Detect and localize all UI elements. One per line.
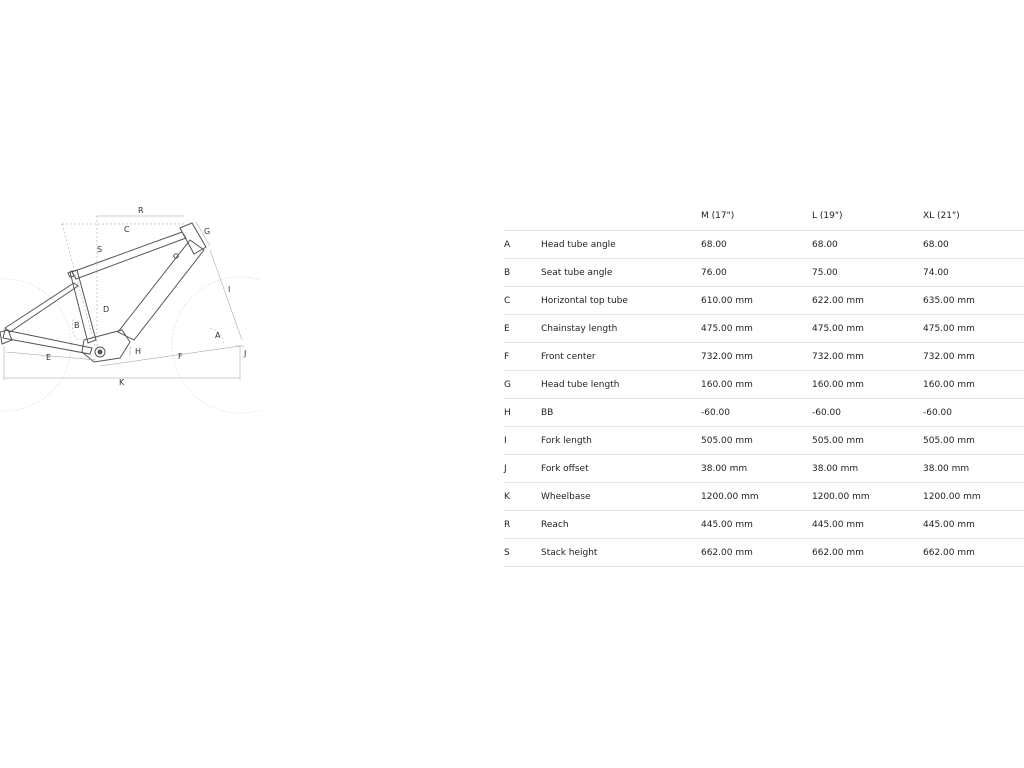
row-label: Stack height <box>541 547 598 558</box>
table-row <box>504 343 1024 371</box>
label-a: A <box>215 331 221 340</box>
label-d: D <box>103 305 110 314</box>
value-l: 732.00 mm <box>812 351 864 362</box>
chain-stay <box>3 330 92 354</box>
value-l: 160.00 mm <box>812 379 864 390</box>
label-s: S <box>97 245 103 254</box>
value-xl: 445.00 mm <box>923 519 975 530</box>
header-code <box>504 202 541 231</box>
bike-frame-drawing <box>0 190 260 430</box>
row-label: Head tube length <box>541 379 620 390</box>
row-code: J <box>504 463 507 474</box>
bottom-bracket <box>98 350 102 354</box>
dimension-lines <box>4 216 247 380</box>
table-row <box>504 399 1024 427</box>
geometry-table <box>504 202 1024 567</box>
row-code: H <box>504 407 511 418</box>
row-label: Horizontal top tube <box>541 295 628 306</box>
label-g: G <box>204 227 211 236</box>
label-i: I <box>228 285 231 294</box>
table-header-row <box>504 202 1024 231</box>
label-h: H <box>135 347 142 356</box>
table-row <box>504 287 1024 315</box>
header-size-l: L (19") <box>812 211 843 221</box>
row-code: K <box>504 491 510 502</box>
header-size-m: M (17") <box>701 211 735 221</box>
row-code: R <box>504 519 511 530</box>
value-xl: 68.00 <box>923 239 949 250</box>
row-label: Chainstay length <box>541 323 618 334</box>
row-label: Reach <box>541 519 569 530</box>
header-label <box>541 202 701 231</box>
label-f: F <box>178 352 183 361</box>
header-size-xl: XL (21") <box>923 211 960 221</box>
value-l: 38.00 mm <box>812 463 859 474</box>
bike-geometry-diagram <box>0 190 260 430</box>
row-label: Head tube angle <box>541 239 616 250</box>
value-m: 68.00 <box>701 239 727 250</box>
row-label: Seat tube angle <box>541 267 613 278</box>
value-m: 76.00 <box>701 267 727 278</box>
rear-wheel <box>0 279 71 411</box>
table-row <box>504 483 1024 511</box>
label-c: C <box>124 225 130 234</box>
front-wheel <box>172 277 260 413</box>
table-row <box>504 455 1024 483</box>
table-row <box>504 511 1024 539</box>
row-code: F <box>504 351 510 362</box>
value-l: 662.00 mm <box>812 547 864 558</box>
value-xl: 74.00 <box>923 267 949 278</box>
row-label: Fork length <box>541 435 592 446</box>
row-code: I <box>504 435 507 446</box>
frame <box>0 223 206 362</box>
label-k: K <box>119 378 125 387</box>
value-m: 160.00 mm <box>701 379 753 390</box>
value-l: 622.00 mm <box>812 295 864 306</box>
value-xl: 38.00 mm <box>923 463 970 474</box>
value-l: -60.00 <box>812 407 842 418</box>
value-l: 505.00 mm <box>812 435 864 446</box>
row-code: E <box>504 323 510 334</box>
value-m: 38.00 mm <box>701 463 748 474</box>
row-code: C <box>504 295 511 306</box>
row-code: B <box>504 267 511 278</box>
value-xl: 475.00 mm <box>923 323 975 334</box>
row-code: S <box>504 547 510 558</box>
row-label: Front center <box>541 351 596 362</box>
value-l: 445.00 mm <box>812 519 864 530</box>
value-xl: 505.00 mm <box>923 435 975 446</box>
row-code: A <box>504 239 511 250</box>
label-j: J <box>244 349 247 358</box>
value-m: 610.00 mm <box>701 295 753 306</box>
value-xl: 160.00 mm <box>923 379 975 390</box>
down-tube <box>118 240 204 340</box>
value-m: 1200.00 mm <box>701 491 759 502</box>
value-m: 732.00 mm <box>701 351 753 362</box>
value-xl: -60.00 <box>923 407 953 418</box>
value-m: 475.00 mm <box>701 323 753 334</box>
value-xl: 1200.00 mm <box>923 491 981 502</box>
table-row <box>504 259 1024 287</box>
top-tube <box>72 232 186 279</box>
table-row <box>504 427 1024 455</box>
dim-i-line <box>210 250 242 340</box>
value-l: 75.00 <box>812 267 838 278</box>
table-row <box>504 315 1024 343</box>
row-label: Fork offset <box>541 463 589 474</box>
label-b: B <box>74 321 80 330</box>
value-l: 1200.00 mm <box>812 491 870 502</box>
label-r: R <box>138 206 144 215</box>
value-m: -60.00 <box>701 407 731 418</box>
value-m: 662.00 mm <box>701 547 753 558</box>
table-row <box>504 371 1024 399</box>
value-m: 445.00 mm <box>701 519 753 530</box>
seat-stay <box>5 283 78 332</box>
value-l: 68.00 <box>812 239 838 250</box>
row-code: G <box>504 379 511 390</box>
row-label: Wheelbase <box>541 491 591 502</box>
value-l: 475.00 mm <box>812 323 864 334</box>
label-e: E <box>46 353 52 362</box>
value-xl: 732.00 mm <box>923 351 975 362</box>
value-m: 505.00 mm <box>701 435 753 446</box>
value-xl: 662.00 mm <box>923 547 975 558</box>
table-row <box>504 231 1024 259</box>
table-row <box>504 539 1024 567</box>
row-label: BB <box>541 407 554 418</box>
value-xl: 635.00 mm <box>923 295 975 306</box>
seat-tube <box>70 270 96 343</box>
